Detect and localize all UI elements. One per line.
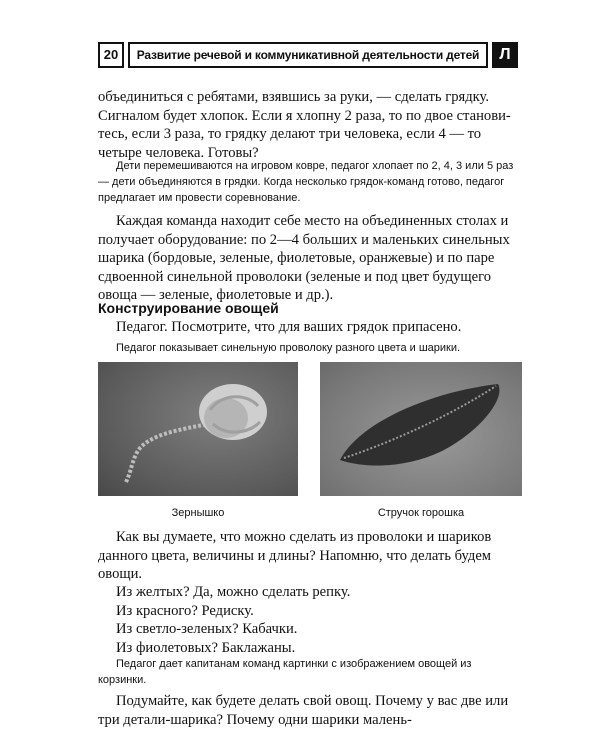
running-header: [98, 42, 522, 70]
note-text: Педагог дает капитанам команд картинки с изображением овощей из корзинки.: [98, 658, 472, 686]
section-mark: Л: [492, 42, 518, 68]
running-title: Развитие речевой и коммуникативной деятельности детей: [128, 42, 488, 68]
note-text: Дети перемешиваются на игровом ковре, педагог хлопает по 2, 4, 3 или 5 раз — дети объединяются в грядки. Когда несколько грядок-команд готово, педагог предлагает им провести соревнование.: [98, 160, 514, 204]
paragraph-think: [98, 692, 522, 729]
page-number: 20: [98, 42, 124, 68]
paragraph-equipment: [98, 212, 522, 305]
answers-list: [98, 583, 522, 657]
caption-seed: Зернышко: [171, 507, 225, 519]
paragraph-question: [98, 528, 522, 584]
stage-note-3: [98, 656, 522, 688]
note-text: Педагог показывает синельную проволоку разного цвета и шарики.: [116, 342, 461, 354]
list-item: Из красного? Редиску.: [116, 602, 254, 619]
section-heading: Конструирование овощей: [98, 300, 279, 316]
paragraph-text: Педагог. Посмотрите, что для ваших грядок припасено.: [116, 319, 462, 335]
seed-photo-image: [98, 362, 298, 496]
paragraph-text: объединиться с ребятами, взявшись за руки, — сделать грядку. Сигналом будет хлопок. Если я хлопну 2 раза, то по двое становитесь, если 3 раза, то грядку делают три человека, если 4 — то четыре человека. Готовы?: [98, 89, 511, 161]
pod-photo-image: [320, 362, 522, 496]
paragraph-text: Как вы думаете, что можно сделать из проволоки и шариков данного цвета, величины и длины? Напомню, что делать будем овощи.: [98, 529, 492, 582]
paragraph-intro: [98, 88, 522, 162]
stage-note-2: [98, 340, 522, 356]
caption-pea-pod: Стручок горошка: [377, 507, 465, 519]
paragraph-text: Подумайте, как будете делать свой овощ. Почему у вас две или три детали-шарика? Почему одни шарики малень-: [98, 693, 509, 728]
photo-seed: [98, 362, 298, 496]
list-item: Из фиолетовых? Баклажаны.: [116, 639, 296, 656]
list-item: Из желтых? Да, можно сделать репку.: [116, 584, 351, 600]
stage-note-1: [98, 158, 522, 206]
list-item: Из светло-зеленых? Кабачки.: [116, 621, 298, 637]
paragraph-teacher: [98, 318, 522, 337]
photo-pea-pod: [320, 362, 522, 496]
paragraph-text: Каждая команда находит себе место на объединенных столах и получает оборудование: по 2—4 больших и маленьких синельных шарика (бордовые, зеленые, фиолетовые, оранжевые) и по паре сдвоенной синельной проволоки (зеленые и под цвет будущего овоща — зеленые, фиолетовые и др.).: [98, 213, 510, 303]
